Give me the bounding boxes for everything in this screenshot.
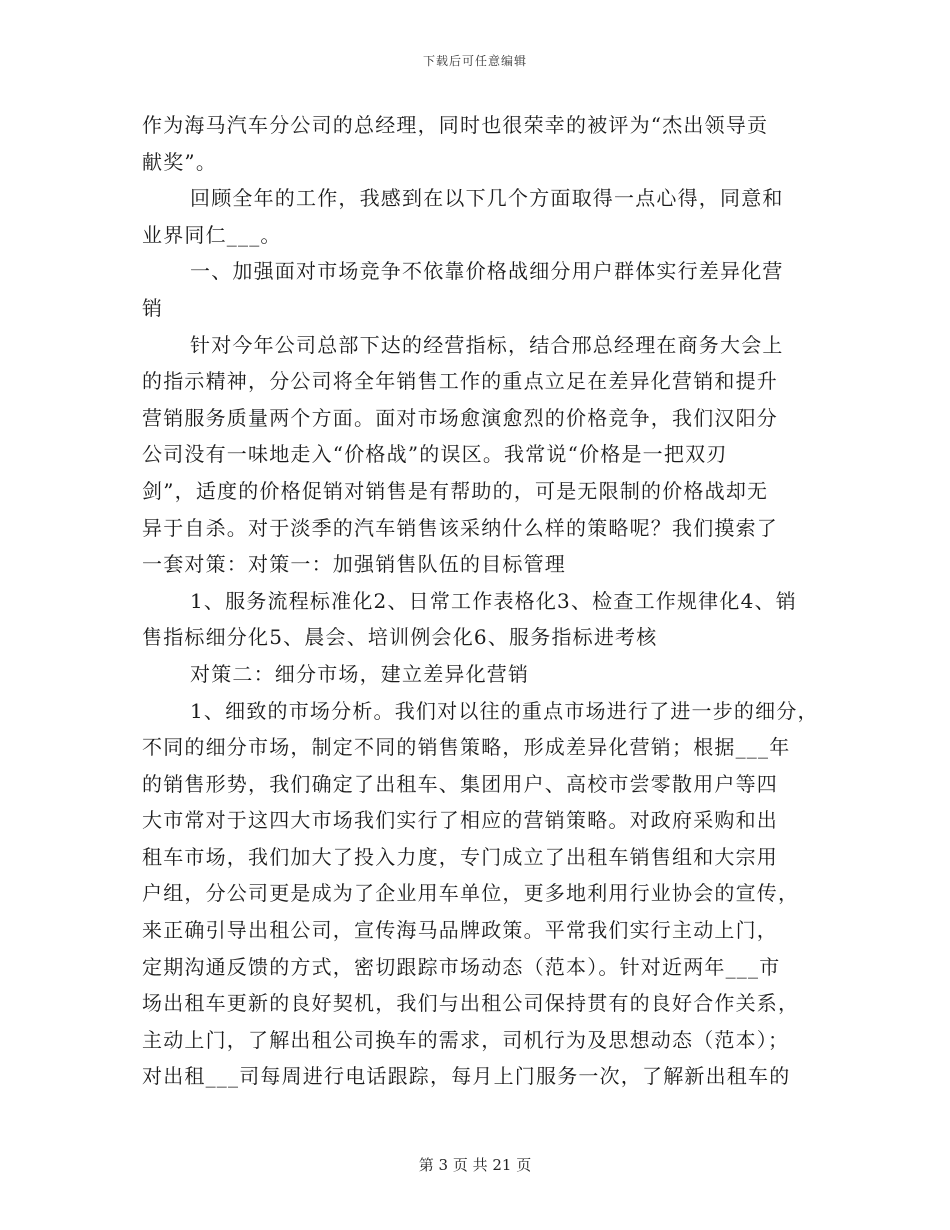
text-line: 献奖”。 — [142, 149, 218, 174]
text-line: 作为海马汽车分公司的总经理，同时也很荣幸的被评为“杰出领导贡 — [142, 113, 769, 137]
page-footer: 第 3 页 共 21 页 — [418, 1156, 532, 1174]
text-line: 对出租___司每周进行电话跟踪，每月上门服务一次，了解新出租车的 — [142, 1064, 791, 1089]
text-line: 户组，分公司更是成为了企业用车单位，更多地利用行业协会的宣传， — [142, 881, 800, 906]
section-heading: 一、加强面对市场竞争不依靠价格战细分用户群体实行差异化营 — [190, 259, 784, 284]
text-line: 营销服务质量两个方面。面对市场愈演愈烈的价格竞争，我们汉阳分 — [142, 405, 778, 430]
text-line: 回顾全年的工作，我感到在以下几个方面取得一点心得，同意和 — [190, 186, 784, 211]
text-line: 公司没有一味地走入“价格战”的误区。我常说“价格是一把双刃 — [142, 442, 728, 467]
page-header: 下载后可任意编辑 — [422, 54, 527, 68]
text-line: 的指示精神，分公司将全年销售工作的重点立足在差异化营销和提升 — [142, 369, 778, 394]
document-body — [142, 107, 822, 1095]
text-line: 剑”，适度的价格促销对销售是有帮助的，可是无限制的价格战却无 — [142, 478, 769, 503]
text-line: 租车市场，我们加大了投入力度，专门成立了出租车销售组和大宗用 — [142, 844, 778, 869]
text-line: 来正确引导出租公司，宣传海马品牌政策。平常我们实行主动上门， — [142, 918, 778, 943]
text-line: 业界同仁___。 — [142, 222, 282, 247]
text-line: 主动上门，了解出租公司换车的需求，司机行为及思想动态（范本）； — [142, 1027, 790, 1052]
text-line: 异于自杀。对于淡季的汽车销售该采纳什么样的策略呢？我们摸索了 — [142, 515, 778, 540]
text-line: 场出租车更新的良好契机，我们与出租公司保持贯有的良好合作关系， — [142, 991, 800, 1016]
text-line: 大市常对于这四大市场我们实行了相应的营销策略。对政府采购和出 — [142, 808, 778, 833]
section-heading: 销 — [142, 295, 164, 320]
text-line: 的销售形势，我们确定了出租车、集团用户、高校市尝零散用户等四 — [142, 771, 778, 796]
text-line: 一套对策：对策一：加强销售队伍的目标管理 — [142, 552, 566, 577]
text-line: 对策二：细分市场，建立差异化营销 — [190, 661, 530, 686]
text-line: 1、细致的市场分析。我们对以往的重点市场进行了进一步的细分， — [190, 698, 819, 723]
text-line: 售指标细分化5、晨会、培训例会化6、服务指标进考核 — [142, 625, 658, 650]
text-line: 定期沟通反馈的方式，密切跟踪市场动态（范本）。针对近两年___市 — [142, 954, 781, 979]
text-line: 针对今年公司总部下达的经营指标，结合邢总经理在商务大会上 — [190, 332, 784, 357]
text-line: 不同的细分市场，制定不同的销售策略，形成差异化营销；根据___年 — [142, 735, 791, 760]
text-line: 1、服务流程标准化2、日常工作表格化3、检查工作规律化4、销 — [190, 588, 797, 613]
